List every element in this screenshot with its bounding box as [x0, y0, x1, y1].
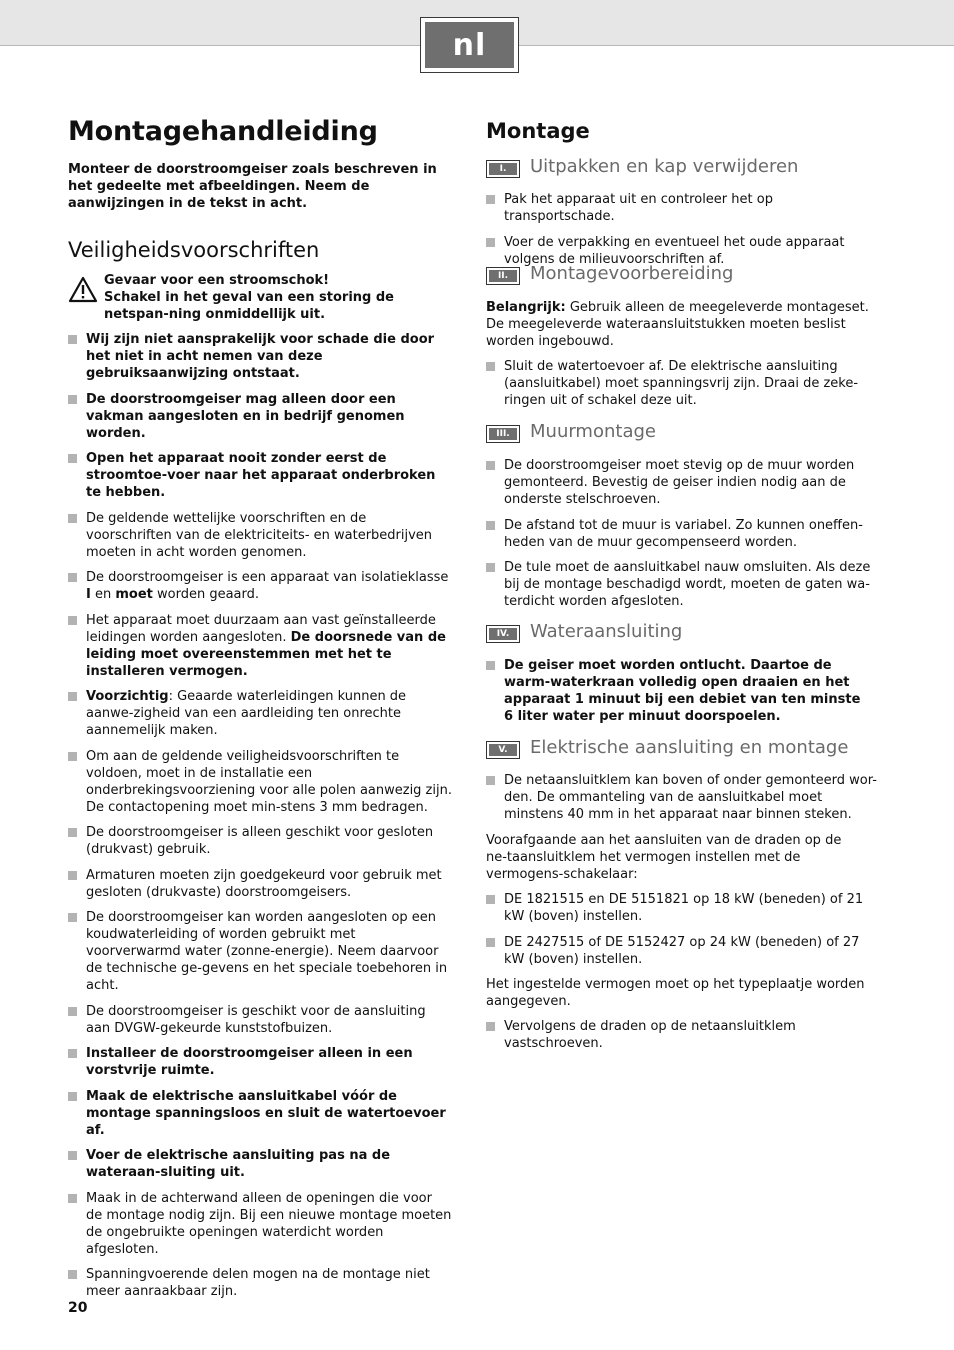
list-item: Om aan de geldende veiligheidsvoorschriften te voldoen, moet in de installatie een onderbrekingsvoorziening voor alle polen aanwezig zijn. De contactopening moet min-stens 3 mm bedragen. [68, 748, 452, 816]
list-item: De doorstroomgeiser kan worden aangesloten op een koudwaterleiding of worden gebruikt met voorverwarmd water (zonne-energie). Neem daarvoor de technische ge-gevens en het speciale toebehoren in acht. [68, 909, 452, 994]
electric-shock-warning [68, 272, 452, 323]
bullet-square-icon [486, 776, 495, 785]
list-item: Spanningvoerende delen mogen na de montage niet meer aanraakbaar zijn. [68, 1266, 452, 1300]
bullet-square-icon [486, 661, 495, 670]
list-item: Open het apparaat nooit zonder eerst de stroomtoe-voer naar het apparaat onderbroken te hebben. [68, 450, 452, 501]
list-item: De doorstroomgeiser moet stevig op de muur worden gemonteerd. Bevestig de geiser indien nodig aan de onderste stelschroeven. [486, 457, 878, 508]
bullet-square-icon [68, 871, 77, 880]
step-number-badge: I. [486, 160, 520, 178]
step-number-badge: III. [486, 425, 520, 443]
list-item: Wij zijn niet aansprakelijk voor schade die door het niet in acht nemen van deze gebruiksaanwijzing ontstaat. [68, 331, 452, 382]
list-item: Voorzichtig: Geaarde waterleidingen kunnen de aanwe-zigheid van een aardleiding ten onrechte aannemelijk maken. [68, 688, 452, 739]
list-item: De tule moet de aansluitkabel nauw omsluiten. Als deze bij de montage beschadigd wordt, moeten de gaten wa-terdicht worden afgesloten. [486, 559, 878, 610]
bullet-square-icon [68, 454, 77, 463]
bullet-square-icon [486, 238, 495, 247]
step-title: Wateraansluiting [530, 621, 683, 642]
bullet-square-icon [486, 461, 495, 470]
bullet-square-icon [68, 1049, 77, 1058]
language-tab-label: nl [425, 22, 514, 68]
step-4-header [486, 621, 886, 649]
list-item: Voer de elektrische aansluiting pas na de wateraan-sluiting uit. [68, 1147, 452, 1181]
list-item: De netaansluitklem kan boven of onder gemonteerd wor-den. De ommanteling van de aansluitkabel moet minstens 40 mm in het apparaat naar binnen steken. [486, 772, 878, 823]
bullet-square-icon [68, 1270, 77, 1279]
list-item: DE 2427515 of DE 5152427 op 24 kW (beneden) of 27 kW (boven) instellen. [486, 934, 878, 968]
bullet-square-icon [68, 752, 77, 761]
bullet-square-icon [486, 938, 495, 947]
step-5-list [486, 772, 878, 832]
step-title: Elektrische aansluiting en montage [530, 737, 849, 758]
list-item: DE 1821515 en DE 5151821 op 18 kW (beneden) of 21 kW (boven) instellen. [486, 891, 878, 925]
bullet-square-icon [68, 395, 77, 404]
bullet-square-icon [486, 521, 495, 530]
list-item: De doorstroomgeiser is een apparaat van isolatieklasse I en moet worden geaard. [68, 569, 452, 603]
list-item: De geldende wettelijke voorschriften en de voorschriften van de elektriciteits- en waterbedrijven moeten in acht worden genomen. [68, 510, 452, 561]
final-step-list [486, 1018, 878, 1061]
step-title: Uitpakken en kap verwijderen [530, 156, 799, 177]
list-item: Vervolgens de draden op de netaansluitklem vastschroeven. [486, 1018, 878, 1052]
step-title: Muurmontage [530, 421, 656, 442]
bullet-square-icon [68, 828, 77, 837]
list-item: Het apparaat moet duurzaam aan vast geïnstalleerde leidingen worden aangesloten. De doorsnede van de leiding moet overeenstemmen met het te installeren vermogen. [68, 612, 452, 680]
list-item: Voer de verpakking en eventueel het oude apparaat volgens de milieuvoorschriften af. [486, 234, 878, 268]
step-4-list [486, 657, 866, 734]
list-item: Armaturen moeten zijn goedgekeurd voor gebruik met gesloten (drukvaste) doorstroomgeisers. [68, 867, 452, 901]
list-item: Maak in de achterwand alleen de openingen die voor de montage nodig zijn. Bij een nieuwe montage moeten de ongebruikte openingen waterdicht worden afgesloten. [68, 1190, 452, 1258]
warning-text: Schakel in het geval van een storing de netspan-ning onmiddellijk uit. [104, 290, 394, 322]
list-item: De afstand tot de muur is variabel. Zo kunnen oneffen-heden van de muur gecompenseerd worden. [486, 517, 878, 551]
bullet-square-icon [486, 1022, 495, 1031]
step-5-header [486, 737, 886, 765]
list-item: Sluit de watertoevoer af. De elektrische aansluiting (aansluitkabel) moet spanningsvrij zijn. Draai de zeke-ringen uit of schakel deze uit. [486, 358, 878, 409]
bullet-square-icon [68, 514, 77, 523]
step-2-header [486, 263, 886, 291]
step-1-header [486, 156, 886, 184]
page-number: 20 [68, 1300, 88, 1316]
bullet-square-icon [68, 616, 77, 625]
step-3-header [486, 421, 886, 449]
bullet-square-icon [486, 895, 495, 904]
warning-title: Gevaar voor een stroomschok! [104, 273, 330, 288]
warning-triangle-icon [68, 276, 98, 303]
step-title: Montagevoorbereiding [530, 263, 734, 284]
bullet-square-icon [486, 563, 495, 572]
important-note: Belangrijk: Gebruik alleen de meegeleverde montageset. De meegeleverde wateraansluitstukken moeten beslist worden ingebouwd. [486, 300, 869, 349]
step-number-badge: II. [486, 267, 520, 285]
power-setting-intro: Voorafgaande aan het aansluiten van de draden op de ne-taansluitklem het vermogen instellen met de vermogens-schakelaar: [486, 833, 842, 882]
step-number-badge: V. [486, 741, 520, 759]
step-number-badge: IV. [486, 625, 520, 643]
bullet-square-icon [68, 335, 77, 344]
bullet-square-icon [68, 692, 77, 701]
bullet-square-icon [486, 195, 495, 204]
bullet-square-icon [68, 913, 77, 922]
bullet-square-icon [68, 1151, 77, 1160]
bullet-square-icon [68, 1007, 77, 1016]
bullet-square-icon [68, 573, 77, 582]
intro-text: Monteer de doorstroomgeiser zoals beschreven in het gedeelte met afbeeldingen. Neem de aanwijzingen in de tekst in acht. [68, 162, 437, 211]
safety-list [68, 331, 452, 1309]
list-item: Pak het apparaat uit en controleer het op transportschade. [486, 191, 878, 225]
list-item: De geiser moet worden ontlucht. Daartoe de warm-waterkraan volledig open draaien en het apparaat 1 minuut bij een debiet van ten minste 6 liter water per minuut doorspoelen. [486, 657, 866, 725]
bullet-square-icon [68, 1092, 77, 1101]
step-3-list [486, 457, 878, 619]
page-title: Montagehandleiding [68, 116, 378, 147]
typeplate-note: Het ingestelde vermogen moet op het typeplaatje worden aangegeven. [486, 977, 865, 1009]
list-item: De doorstroomgeiser is alleen geschikt voor gesloten (drukvast) gebruik. [68, 824, 452, 858]
bullet-square-icon [486, 362, 495, 371]
list-item: De doorstroomgeiser is geschikt voor de aansluiting aan DVGW-gekeurde kunststofbuizen. [68, 1003, 452, 1037]
step-2-list [486, 358, 878, 418]
list-item: Installeer de doorstroomgeiser alleen in een vorstvrije ruimte. [68, 1045, 452, 1079]
list-item: De doorstroomgeiser mag alleen door een vakman aangesloten en in bedrijf genomen worden. [68, 391, 452, 442]
language-tab [420, 17, 519, 73]
list-item: Maak de elektrische aansluitkabel vóór de montage spanningsloos en sluit de watertoevoer af. [68, 1088, 452, 1139]
power-setting-list [486, 891, 878, 976]
safety-heading: Veiligheidsvoorschriften [68, 238, 320, 262]
bullet-square-icon [68, 1194, 77, 1203]
montage-heading: Montage [486, 119, 590, 143]
